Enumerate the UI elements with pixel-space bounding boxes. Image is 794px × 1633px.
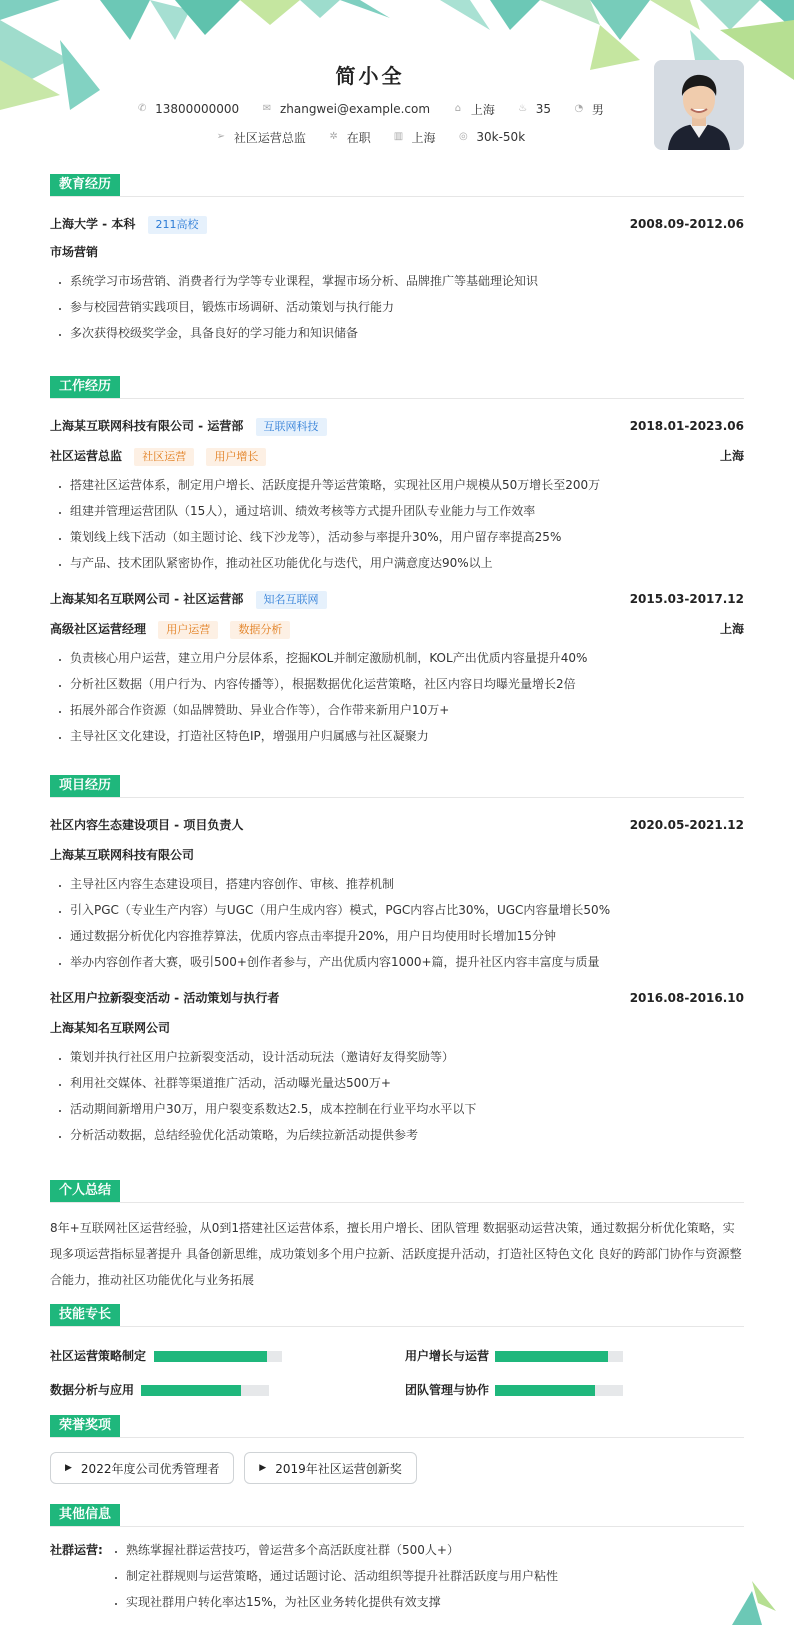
education-section-title xyxy=(50,174,744,197)
gender-text: 男 xyxy=(591,102,604,117)
project-date: 2016.08-2016.10 xyxy=(629,991,744,1005)
project-name: 社区内容生态建设项目 - 项目负责人 xyxy=(50,818,244,832)
list-item: • 负责核心用户运营，建立用户分层体系，挖掘KOL并制定激励机制，KOL产出优质内容量提升40% xyxy=(70,645,744,671)
job-intent-row xyxy=(0,128,740,146)
awards-section xyxy=(50,1415,744,1484)
section-title-label: 工作经历 xyxy=(50,376,120,398)
position-row xyxy=(50,618,744,640)
project-name: 社区用户拉新裂变活动 - 活动策划与执行者 xyxy=(50,991,280,1005)
gender-info xyxy=(573,101,604,118)
job-header-row xyxy=(50,415,744,437)
list-item: • 策划线上线下活动（如主题讨论、线下沙龙等），活动参与率提升30%，用户留存率提高25% xyxy=(70,524,744,550)
email-info xyxy=(261,102,430,116)
award-label: 2019年社区运营创新奖 xyxy=(275,1461,402,1476)
skill-level-fill xyxy=(141,1385,241,1396)
list-item: • 分析社区数据（用户行为、内容传播等），根据数据优化运营策略，社区内容日均曝光量增长2倍 xyxy=(70,671,744,697)
project-section xyxy=(50,775,744,1148)
salary-text: 30k-50k xyxy=(476,130,526,144)
skill-name: 数据分析与应用 xyxy=(50,1383,135,1397)
skill-level-bar xyxy=(154,1351,282,1362)
skill-level-bar xyxy=(495,1351,623,1362)
list-item: • 实现社群用户转化率达15%，为社区业务转化提供有效支撑 xyxy=(126,1589,744,1615)
email-text: zhangwei@example.com xyxy=(279,102,431,116)
list-item: • 利用社交媒体、社群等渠道推广活动，活动曝光量达500万+ xyxy=(70,1070,744,1096)
candidate-name: 简小全 xyxy=(335,64,405,88)
email-icon: ✉ xyxy=(262,103,272,114)
education-list xyxy=(50,268,744,346)
skill-name: 用户增长与运营 xyxy=(405,1349,490,1363)
project-list xyxy=(50,871,744,975)
status-icon: ✲ xyxy=(329,131,338,142)
award-label: 2022年度公司优秀管理者 xyxy=(80,1461,220,1476)
other-list xyxy=(50,1537,744,1615)
section-title-label: 项目经历 xyxy=(50,775,120,797)
list-item: • 活动期间新增用户30万，用户裂变系数达2.5，成本控制在行业平均水平以下 xyxy=(70,1096,744,1122)
age-text: 35 xyxy=(535,102,552,116)
cake-icon: ♨ xyxy=(518,103,528,114)
job-duty-list xyxy=(50,645,744,749)
status-text: 在职 xyxy=(346,130,371,145)
project-date: 2020.05-2021.12 xyxy=(629,818,744,832)
section-title-label: 教育经历 xyxy=(50,174,120,196)
other-label: 社群运营: xyxy=(50,1543,103,1557)
major: 市场营销 xyxy=(50,245,99,259)
skill-name: 社区运营策略制定 xyxy=(50,1349,147,1363)
section-title-label: 其他信息 xyxy=(50,1504,120,1526)
skill-tag: 社区运营 xyxy=(134,448,194,466)
job-location: 上海 xyxy=(719,449,744,463)
other-section-title xyxy=(50,1504,744,1527)
award-list xyxy=(50,1452,744,1484)
summary-section-title xyxy=(50,1180,744,1203)
list-item: • 参与校园营销实践项目，锻炼市场调研、活动策划与执行能力 xyxy=(70,294,744,320)
play-icon: ▶ xyxy=(259,1463,267,1473)
education-section xyxy=(50,174,744,346)
phone-info xyxy=(136,102,239,116)
list-item: • 拓展外部合作资源（如品牌赞助、异业合作等），合作带来新用户10万+ xyxy=(70,697,744,723)
skills-section xyxy=(50,1304,744,1327)
list-item: • 策划并执行社区用户拉新裂变活动，设计活动玩法（邀请好友得奖励等） xyxy=(70,1044,744,1070)
skill-level-bar xyxy=(141,1385,269,1396)
project-section-title xyxy=(50,775,744,798)
phone-icon: ✆ xyxy=(137,103,147,114)
school-tag: 211高校 xyxy=(148,216,207,234)
other-section xyxy=(50,1504,744,1615)
list-item: • 多次获得校级奖学金，具备良好的学习能力和知识储备 xyxy=(70,320,744,346)
avatar-portrait xyxy=(654,60,744,150)
education-date: 2008.09-2012.06 xyxy=(629,217,744,231)
other-content xyxy=(50,1537,744,1615)
awards-section-title xyxy=(50,1415,744,1438)
job-header-row xyxy=(50,588,744,610)
list-item: • 组建并管理运营团队（15人），通过培训、绩效考核等方式提升团队专业能力与工作效率 xyxy=(70,498,744,524)
target-city-text: 上海 xyxy=(411,130,436,145)
home-icon: ⌂ xyxy=(454,103,462,114)
company-name: 上海某知名互联网公司 - 社区运营部 xyxy=(50,592,244,606)
avatar xyxy=(654,60,744,150)
job-title-info xyxy=(215,129,306,146)
job-title-text: 社区运营总监 xyxy=(233,130,306,145)
position-title: 高级社区运营经理 xyxy=(50,622,147,636)
job-date: 2018.01-2023.06 xyxy=(629,419,744,433)
list-item: • 通过数据分析优化内容推荐算法，优质内容点击率提升20%，用户日均使用时长增加15分钟 xyxy=(70,923,744,949)
company-name: 上海某互联网科技有限公司 - 运营部 xyxy=(50,419,244,433)
skill-tag: 用户增长 xyxy=(206,448,266,466)
send-icon: ➢ xyxy=(216,131,226,142)
project-company: 上海某知名互联网公司 xyxy=(50,1021,171,1035)
resume-header xyxy=(0,0,794,160)
section-title-label: 个人总结 xyxy=(50,1180,120,1202)
company-tag: 互联网科技 xyxy=(256,418,327,436)
building-icon: ▥ xyxy=(393,131,404,142)
list-item: • 系统学习市场营销、消费者行为学等专业课程，掌握市场分析、品牌推广等基础理论知识 xyxy=(70,268,744,294)
age-info xyxy=(517,102,551,116)
work-section xyxy=(50,376,744,749)
summary-text: 8年+互联网社区运营经验，从0到1搭建社区运营体系，擅长用户增长、团队管理 数据驱动运营决策，通过数据分析优化策略，实现多项运营指标显著提升 具备创新思维，成功策划多个用户拉新、活跃度提升活动，打造社区特色文化 良好的跨部门协作与资源整合能力，推动社区功能优化与业务拓展 xyxy=(50,1221,742,1287)
list-item: • 主导社区内容生态建设项目，搭建内容创作、审核、推荐机制 xyxy=(70,871,744,897)
contact-row xyxy=(0,100,740,118)
skill-level-fill xyxy=(154,1351,267,1362)
award-item xyxy=(244,1452,416,1484)
education-header-row xyxy=(50,213,744,235)
skill-level-fill xyxy=(495,1385,595,1396)
city-text: 上海 xyxy=(470,102,495,117)
project-list xyxy=(50,1044,744,1148)
skill-tag: 数据分析 xyxy=(230,621,290,639)
target-city-info xyxy=(393,129,436,146)
company-tag: 知名互联网 xyxy=(256,591,327,609)
list-item: • 主导社区文化建设，打造社区特色IP，增强用户归属感与社区凝聚力 xyxy=(70,723,744,749)
job-date: 2015.03-2017.12 xyxy=(629,592,744,606)
project-header-row xyxy=(50,987,744,1009)
project-company: 上海某互联网科技有限公司 xyxy=(50,848,195,862)
list-item: • 熟练掌握社群运营技巧，曾运营多个高活跃度社群（500人+） xyxy=(126,1537,744,1563)
list-item: • 引入PGC（专业生产内容）与UGC（用户生成内容）模式，PGC内容占比30%，UGC内容量增长50% xyxy=(70,897,744,923)
work-section-title xyxy=(50,376,744,399)
list-item: • 与产品、技术团队紧密协作，推动社区功能优化与迭代，用户满意度达90%以上 xyxy=(70,550,744,576)
list-item: • 分析活动数据，总结经验优化活动策略，为后续拉新活动提供参考 xyxy=(70,1122,744,1148)
skill-tag: 用户运营 xyxy=(158,621,218,639)
city-info xyxy=(452,101,495,118)
money-icon: ◎ xyxy=(459,131,468,142)
gender-icon: ◔ xyxy=(574,103,584,114)
position-row xyxy=(50,445,744,467)
skills-section-title xyxy=(50,1304,744,1327)
position-title: 社区运营总监 xyxy=(50,449,123,463)
job-duty-list xyxy=(50,472,744,576)
skill-level-fill xyxy=(495,1351,608,1362)
job-location: 上海 xyxy=(719,622,744,636)
salary-info xyxy=(457,130,525,144)
project-header-row xyxy=(50,814,744,836)
status-info xyxy=(328,129,371,146)
section-title-label: 荣誉奖项 xyxy=(50,1415,120,1437)
section-title-label: 技能专长 xyxy=(50,1304,120,1326)
play-icon: ▶ xyxy=(65,1463,72,1473)
summary-section xyxy=(50,1180,744,1293)
list-item: • 举办内容创作者大赛，吸引500+创作者参与，产出优质内容1000+篇，提升社区内容丰富度与质量 xyxy=(70,949,744,975)
school-name: 上海大学 - 本科 xyxy=(50,217,136,231)
skill-name: 团队管理与协作 xyxy=(405,1383,490,1397)
phone-text: 13800000000 xyxy=(155,102,240,116)
award-item xyxy=(50,1452,234,1484)
skill-level-bar xyxy=(495,1385,623,1396)
list-item: • 制定社群规则与运营策略，通过话题讨论、活动组织等提升社群活跃度与用户粘性 xyxy=(126,1563,744,1589)
list-item: • 搭建社区运营体系，制定用户增长、活跃度提升等运营策略，实现社区用户规模从50万增长至200万 xyxy=(70,472,744,498)
